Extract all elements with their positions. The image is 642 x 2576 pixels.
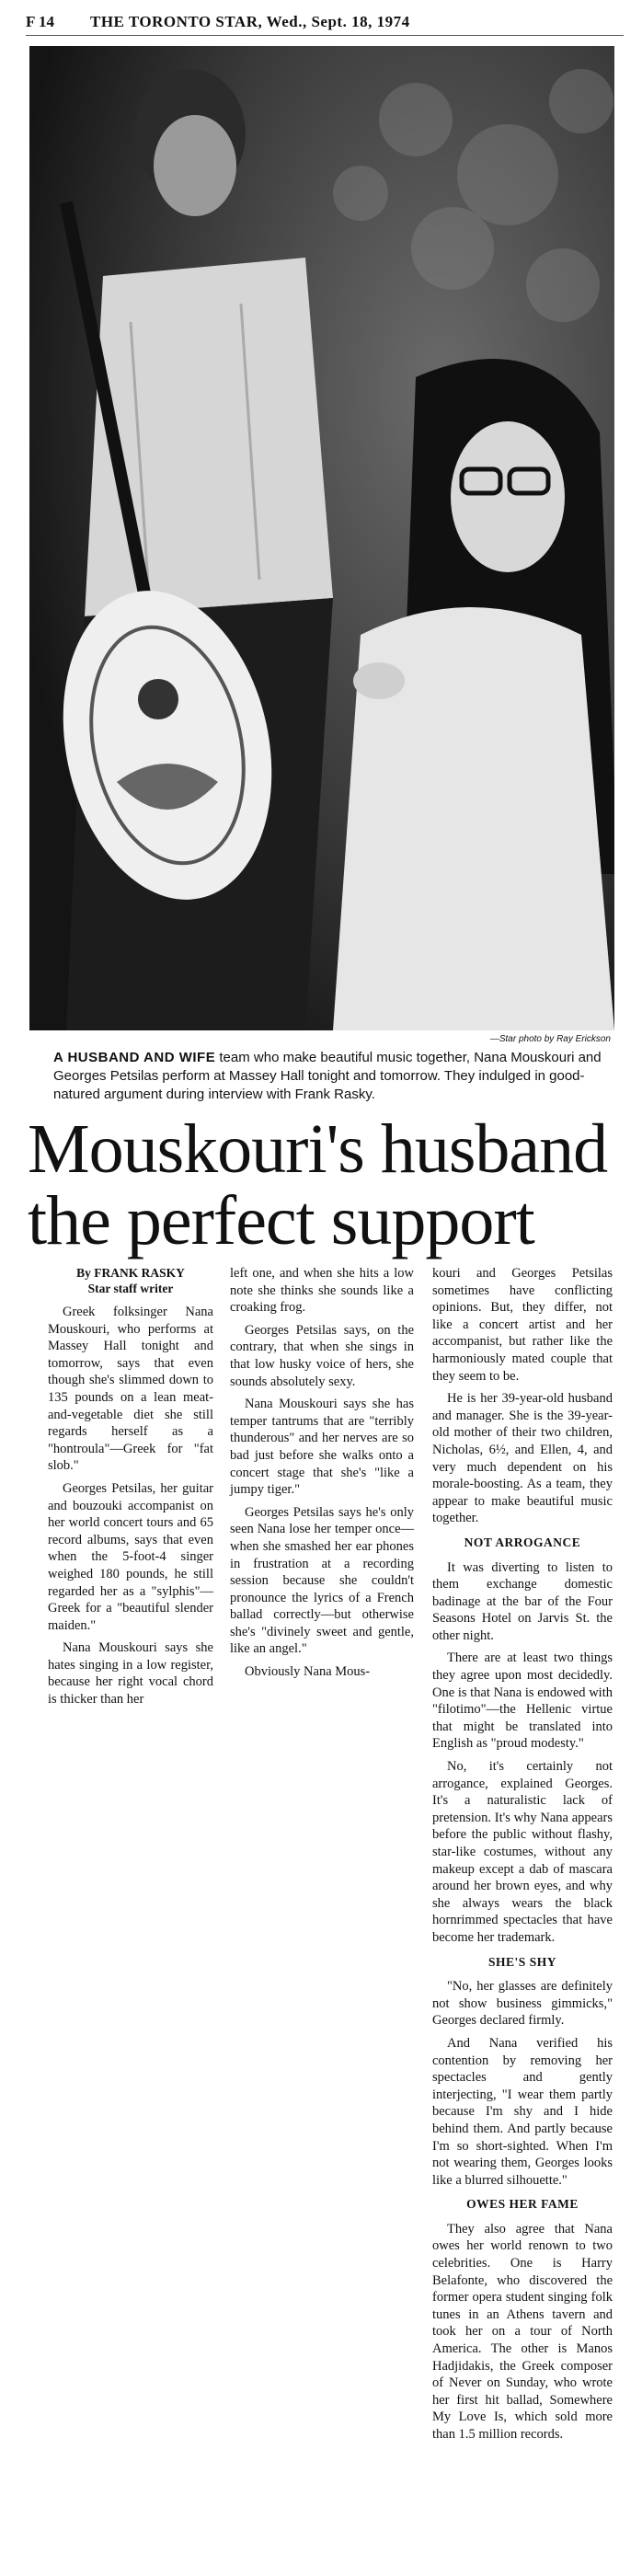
headline	[28, 1110, 616, 1259]
headline-line-2: the perfect support	[28, 1182, 534, 1259]
masthead: THE TORONTO STAR, Wed., Sept. 18, 1974	[90, 13, 410, 30]
caption-text: team who make beautiful music together, Nana Mouskouri and Georges Petsilas perform at Massey Hall tonight and tomorrow. They indulged in good-natured argument during interview with Frank Rasky.	[53, 1050, 602, 1102]
paragraph: He is her 39-year-old husband and manager. She is the 39-year-old mother of their two children, Nicholas, 6½, and Ellen, 4, and very much dependent on his morale-boosting. As a team, they appear to make beautiful music together.	[432, 1391, 613, 1526]
photo-caption	[53, 1049, 605, 1104]
paragraph: "No, her glasses are definitely not show business gimmicks," Georges declared firmly.	[432, 1979, 613, 2029]
paragraph: left one, and when she hits a low note she thinks she sounds like a croaking frog.	[230, 1266, 414, 1316]
article-column-3	[432, 1265, 613, 2449]
paragraph: Georges Petsilas says, on the contrary, that when she sings in that low husky voice of hers, she sounds absolutely sexy.	[230, 1322, 414, 1389]
article-column-2	[230, 1265, 414, 1686]
subhead-not-arrogance: NOT ARROGANCE	[464, 1535, 581, 1549]
paragraph: Greek folksinger Nana Mouskouri, who performs at Massey Hall tonight and tomorrow, says that even though she's slimmed down to 135 pounds on a lean meat-and-vegetable diet she still regards herself as a "hontroula"—Greek for "fat slob."	[48, 1305, 213, 1474]
subhead-shes-shy: SHE'S SHY	[488, 1954, 556, 1969]
paragraph: They also agree that Nana owes her world renown to two celebrities. One is Harry Belafonte, who discovered the former opera student singing folk tunes in an Athens tavern and took her on a tour of North America. The other is Manos Hadjidakis, the Greek composer of Never on Sunday, who wrote her first hit ballad, Somewhere My Love Is, which sold more than 1.5 million records.	[432, 2221, 613, 2442]
byline	[48, 1265, 213, 1296]
article-column-1	[48, 1265, 213, 1714]
page-number: F 14	[26, 13, 55, 30]
byline-title: Star staff writer	[87, 1282, 174, 1295]
headline-line-1: Mouskouri's husband	[28, 1110, 608, 1188]
paragraph: No, it's certainly not arrogance, explained Georges. It's a naturalistic lack of pretension. It's why Nana appears before the public without flashy, star-like costumes, without any makeup except a dab of mascara around her brown eyes, and why she always wears the black hornrimmed spectacles that have become her trademark.	[432, 1759, 613, 1945]
paragraph: There are at least two things they agree upon most decidedly. One is that Nana is endowed with "filotimo"—the Hellenic virtue that might be translated into English as "proud modesty."	[432, 1650, 613, 1752]
paragraph: Obviously Nana Mous-	[245, 1664, 371, 1680]
paragraph: Georges Petsilas, her guitar and bouzouki accompanist on her world concert tours and 65 record albums, says that even when the 5-foot-4 singer weighed 180 pounds, he still regarded her as a "sylphis"—Greek for a "beautiful slender maiden."	[48, 1480, 213, 1633]
caption-lead: A HUSBAND AND WIFE	[53, 1050, 216, 1065]
photo-credit: —Star photo by Ray Erickson	[489, 1034, 611, 1044]
subhead-owes-her-fame: OWES HER FAME	[466, 2197, 579, 2212]
paragraph: Nana Mouskouri says she hates singing in a low register, because her right vocal chord is thicker than her	[48, 1640, 213, 1708]
byline-name: By FRANK RASKY	[76, 1266, 185, 1280]
paragraph: It was diverting to listen to them exchange domestic badinage at the bar of the Four Seasons Hotel on Jarvis St. the other night.	[432, 1559, 613, 1643]
paragraph: kouri and Georges Petsilas sometimes have conflicting opinions. But, they differ, not like a concert artist and her accompanist, but rather like the harmoniously mated couple that they seem to be.	[432, 1266, 613, 1384]
paragraph: Georges Petsilas says he's only seen Nana lose her temper once—when she smashed her ear phones in frustration at a recording session because she couldn't pronounce the lyrics of a French ballad correctly—but otherwise she's "divinely sweet and gentle, like an angel."	[230, 1504, 414, 1657]
paragraph: Nana Mouskouri says she has temper tantrums that are "terribly thunderous" and her nerves are so bad just before she walks onto a concert stage that she's "like a jumpy tiger."	[230, 1397, 414, 1498]
news-photo	[29, 46, 614, 1030]
photo-illustration	[29, 46, 614, 1030]
paragraph: And Nana verified his contention by removing her spectacles and gently interjecting, "I wear them partly because I'm shy and I hide behind them. And partly because I'm so short-sighted. When I'm not wearing them, Georges looks like a blurred silhouette."	[432, 2035, 613, 2188]
page-header	[26, 7, 624, 36]
